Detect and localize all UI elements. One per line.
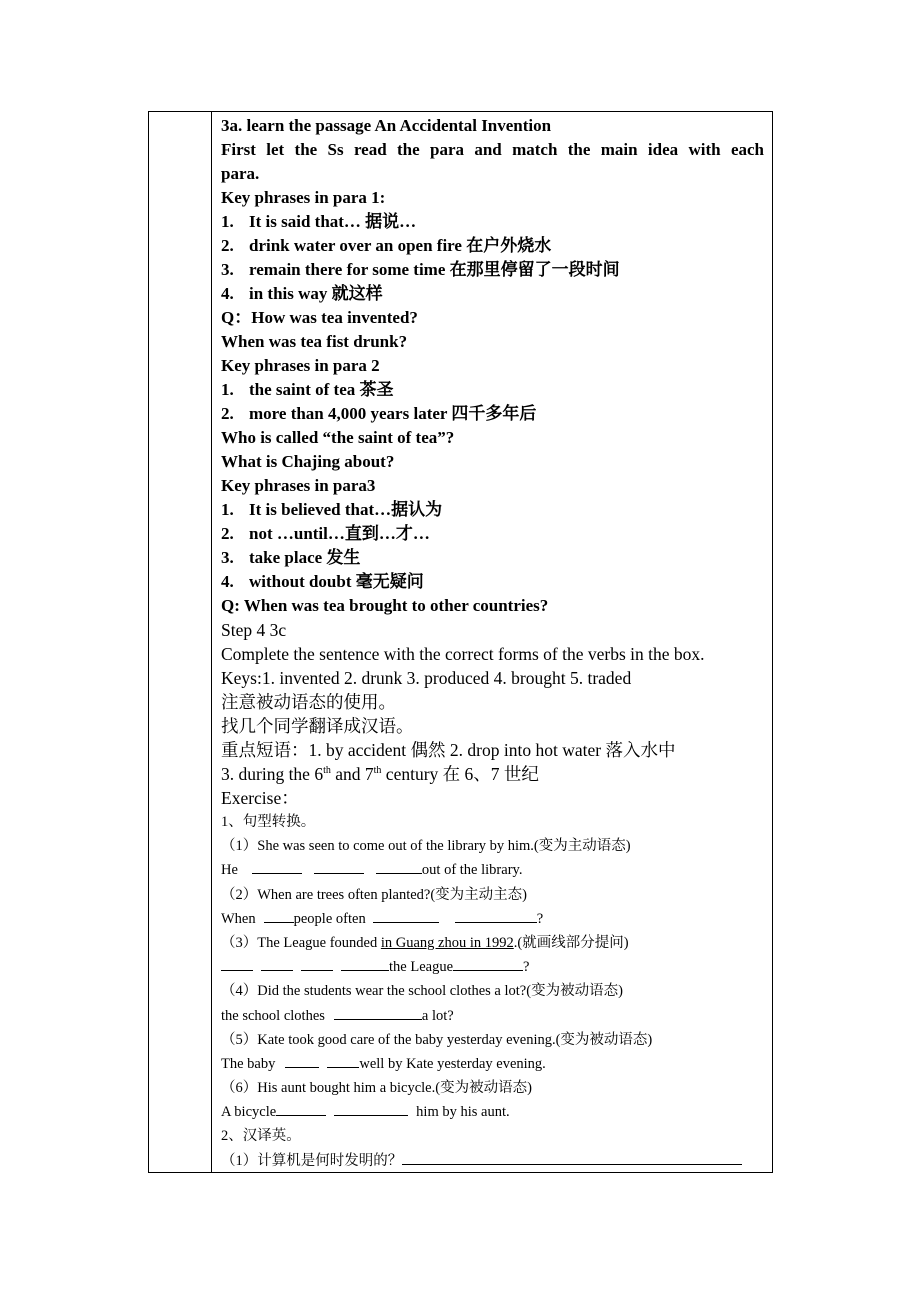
instruction-line-1: First let the Ss read the para and match the main idea with each (221, 140, 764, 159)
para2-phrase: 1. the saint of tea 茶圣 (221, 380, 394, 399)
para1-phrase: 3. remain there for some time 在那里停留了一段时间 (221, 260, 620, 279)
para1-question-2: When was tea fist drunk? (221, 332, 408, 351)
blank (261, 955, 293, 971)
step4-note-1: 注意被动语态的使用。 (221, 692, 396, 712)
blank (285, 1052, 319, 1068)
para2-question-1: Who is called “the saint of tea”? (221, 428, 455, 447)
para2-question-2: What is Chajing about? (221, 452, 395, 471)
para2-header: Key phrases in para 2 (221, 356, 380, 375)
blank (301, 955, 333, 971)
blank (314, 858, 364, 874)
para1-question-1: Q：How was tea invented? (221, 308, 418, 327)
left-column-cell (149, 112, 212, 1172)
para3-header: Key phrases in para3 (221, 476, 376, 495)
exercise-question-4: （4）Did the students wear the school clothes a lot?(变为被动语态) (221, 983, 623, 1000)
answer-line-1: He out of the library. (221, 858, 764, 882)
translation-line-1: （1）计算机是何时发明的？ (221, 1149, 764, 1173)
para3-phrase: 3. take place 发生 (221, 548, 361, 567)
para3-phrase: 4. without doubt 毫无疑问 (221, 572, 424, 591)
para1-phrase: 2. drink water over an open fire 在户外烧水 (221, 236, 552, 255)
step4-note-2: 找几个同学翻译成汉语。 (221, 716, 414, 736)
key-phrases-line: 重点短语：1. by accident 偶然 2. drop into hot water 落入水中 (221, 740, 676, 760)
exercise-question-5: （5）Kate took good care of the baby yesterday evening.(变为被动语态) (221, 1031, 653, 1048)
para1-phrase: 1. It is said that… 据说… (221, 212, 417, 231)
blank (453, 955, 523, 971)
blank (264, 907, 294, 923)
step4-title: Step 4 3c (221, 620, 287, 640)
para3-phrase: 2. not …until…直到…才… (221, 524, 430, 543)
step4-instruction: Complete the sentence with the correct forms of the verbs in the box. (221, 644, 705, 664)
step4-keys: Keys:1. invented 2. drunk 3. produced 4. brought 5. traded (221, 668, 632, 688)
answer-line-3: the League ? (221, 955, 764, 979)
para1-header: Key phrases in para 1: (221, 188, 386, 207)
exercise-question-6: （6）His aunt bought him a bicycle.(变为被动语态) (221, 1080, 532, 1097)
exercise-title: Exercise： (221, 788, 299, 808)
answer-line-5: The baby well by Kate yesterday evening. (221, 1052, 764, 1076)
para3-question: Q: When was tea brought to other countries? (221, 596, 549, 615)
exercise-question-2: （2）When are trees often planted?(变为主动主态) (221, 886, 528, 903)
exercise-question-3: （3）The League founded in Guang zhou in 1992.(就画线部分提问) (221, 934, 629, 951)
para1-phrase: 4. in this way 就这样 (221, 284, 383, 303)
exercise-part2-title: 2、汉译英。 (221, 1128, 301, 1145)
lesson-table (148, 111, 773, 1173)
blank (334, 1100, 408, 1116)
blank (252, 858, 302, 874)
para3-phrase: 1. It is believed that…据认为 (221, 500, 443, 519)
key-phrases-line-2: 3. during the 6th and 7th century 在 6、7 世纪 (221, 764, 539, 784)
answer-line-4: the school clothes a lot? (221, 1004, 764, 1028)
answer-line-2: When people often ? (221, 907, 764, 931)
exercise-part1-title: 1、句型转换。 (221, 814, 316, 830)
blank (455, 907, 537, 923)
instruction-line-2: para. (221, 164, 260, 183)
para2-phrase: 2. more than 4,000 years later 四千多年后 (221, 404, 537, 423)
blank (334, 1004, 422, 1020)
blank (402, 1149, 742, 1165)
blank (276, 1100, 326, 1116)
blank (221, 955, 253, 971)
blank (376, 858, 422, 874)
answer-line-6: A bicycle him by his aunt. (221, 1100, 764, 1124)
section-title: 3a. learn the passage An Accidental Invention (221, 116, 552, 135)
blank (373, 907, 439, 923)
exercise-question-1: （1）She was seen to come out of the library by him.(变为主动语态) (221, 838, 631, 855)
blank (327, 1052, 359, 1068)
content-cell (221, 114, 764, 1173)
blank (341, 955, 389, 971)
